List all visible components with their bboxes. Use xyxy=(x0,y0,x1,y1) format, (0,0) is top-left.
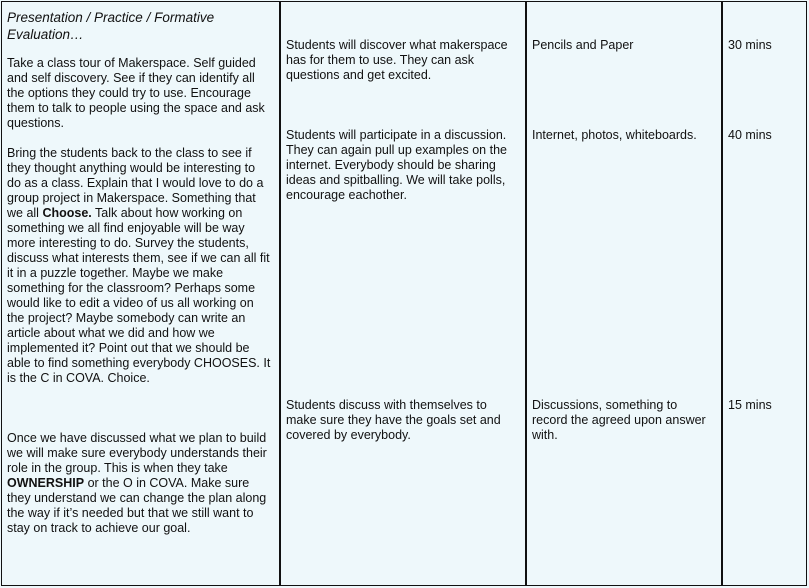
text-line: Students discuss with themselves to xyxy=(286,398,487,412)
activity-ownership xyxy=(7,431,267,536)
text-line: something we all find enjoyable will be way xyxy=(7,221,245,235)
text-line: we will make sure everybody understands their xyxy=(7,446,267,460)
time-row-1 xyxy=(728,38,772,53)
activity-choice-discussion xyxy=(7,146,270,386)
emphasis-ownership: OWNERSHIP xyxy=(7,476,85,490)
activity-tour xyxy=(7,56,265,131)
text-line: questions and get excited. xyxy=(286,68,432,82)
text-line: group project in Makerspace. Something that xyxy=(7,191,256,205)
time-row-2 xyxy=(728,128,772,143)
text-line: article about what we did and how we xyxy=(7,326,215,340)
outcome-row-1 xyxy=(286,38,508,83)
text-line: Take a class tour of Makerspace. Self guided xyxy=(7,56,256,70)
text-line: record the agreed upon answer xyxy=(532,413,706,427)
resources-row-3 xyxy=(532,398,706,443)
text-line: would like to edit a video of us all working on xyxy=(7,296,254,310)
text-line: ideas and spitballing. We will take polls, xyxy=(286,173,506,187)
text-line: Internet, photos, whiteboards. xyxy=(532,128,697,142)
text-line: something for the classroom? Perhaps some xyxy=(7,281,256,295)
text-line: make sure they have the goals set and xyxy=(286,413,501,427)
text-line: questions. xyxy=(7,116,64,130)
text-line: internet. Everybody should be sharing xyxy=(286,158,496,172)
text-line: they understand we can change the plan along xyxy=(7,491,267,505)
outcome-row-2 xyxy=(286,128,507,203)
heading-line: Evaluation… xyxy=(7,27,84,42)
resources-row-2 xyxy=(532,128,697,143)
text-line: stay on track to achieve our goal. xyxy=(7,521,191,535)
text-line: discuss what interests them, see if we can all fit xyxy=(7,251,270,265)
text-line: with. xyxy=(532,428,558,442)
outcome-row-3 xyxy=(286,398,501,443)
text-line: Bring the students back to the class to see if xyxy=(7,146,252,160)
emphasis-choose: Choose. xyxy=(42,206,92,220)
text-line: Pencils and Paper xyxy=(532,38,634,52)
resources-row-1 xyxy=(532,38,633,53)
column-divider xyxy=(279,2,281,585)
text-line: Students will participate in a discussion. xyxy=(286,128,507,142)
column-heading xyxy=(7,9,214,43)
text-line: Discussions, something to xyxy=(532,398,678,412)
heading-line: Presentation / Practice / Formative xyxy=(7,10,215,25)
text-fragment: we all xyxy=(7,206,43,220)
text-fragment: or the O in COVA. Make sure xyxy=(84,476,250,490)
text-line: Students will discover what makerspace xyxy=(286,38,508,52)
time-row-3 xyxy=(728,398,772,413)
text-line: the way if it’s needed but that we still want to xyxy=(7,506,254,520)
text-line: and self discovery. See if they can identify all xyxy=(7,71,255,85)
text-line: encourage eachother. xyxy=(286,188,407,202)
text-line: implemented it? Point out that we should be xyxy=(7,341,250,355)
column-divider xyxy=(525,2,527,585)
text-line: Once we have discussed what we plan to build xyxy=(7,431,267,445)
text-fragment: Talk about how working on xyxy=(91,206,243,220)
text-line: them to talk to people using the space and ask xyxy=(7,101,265,115)
text-line: has for them to use. They can ask xyxy=(286,53,475,67)
text-line: the options they could try to use. Encourage xyxy=(7,86,251,100)
text-line xyxy=(7,476,267,491)
text-line: do as a class. Explain that I would love to do a xyxy=(7,176,264,190)
text-line: the project? Maybe somebody can write an xyxy=(7,311,246,325)
text-line: role in the group. This is when they take xyxy=(7,461,228,475)
time-value: 15 mins xyxy=(728,398,772,412)
text-line: is the C in COVA. Choice. xyxy=(7,371,150,385)
text-line: more interesting to do. Survey the students, xyxy=(7,236,249,250)
text-line: covered by everybody. xyxy=(286,428,411,442)
text-line xyxy=(7,206,270,221)
text-line: they thought anything would be interesting to xyxy=(7,161,256,175)
text-line: able to find something everybody CHOOSES. It xyxy=(7,356,271,370)
time-value: 40 mins xyxy=(728,128,772,142)
text-line: it in a puzzle together. Maybe we make xyxy=(7,266,224,280)
column-divider xyxy=(721,2,723,585)
text-line: They can again pull up examples on the xyxy=(286,143,507,157)
time-value: 30 mins xyxy=(728,38,772,52)
lesson-plan-table xyxy=(1,1,807,586)
